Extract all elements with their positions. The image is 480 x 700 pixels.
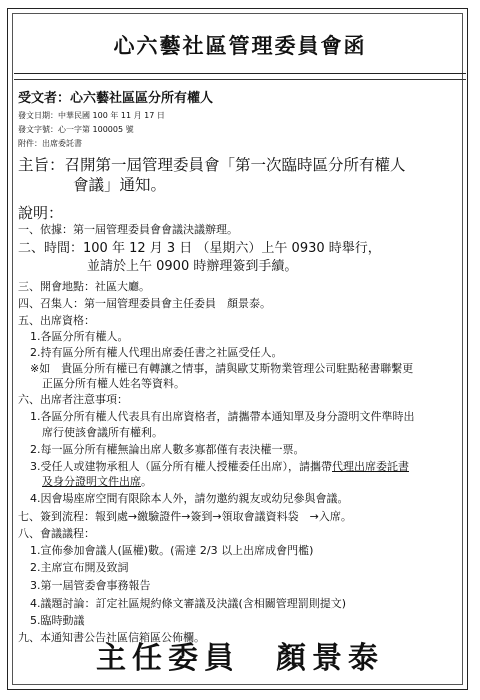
eligibility-note-cont: 正區分所有權人姓名等資料。 bbox=[42, 377, 185, 390]
item-venue: 三、開會地點：社區大廳。 bbox=[18, 280, 150, 293]
eligibility-note: ※如 貴區分所有權已有轉讓之情事，請與歐艾斯物業管理公司駐點秘書聯繫更 bbox=[30, 362, 414, 375]
item-agenda: 八、會議議程： bbox=[18, 527, 95, 540]
subject-line-2: 會議」通知。 bbox=[73, 176, 167, 194]
agenda-3: 3.第一屆管委會事務報告 bbox=[30, 579, 151, 592]
agenda-1: 1.宣佈參加會議人(區權)數。(需達 2/3 以上出席成會門檻) bbox=[30, 544, 314, 557]
proxy-form-underlined: 代理出席委託書 bbox=[332, 460, 409, 473]
header-divider-thin bbox=[14, 79, 466, 80]
agenda-4: 4.議題討論：訂定社區規約條文審議及決議(含相關管理罰則提文) bbox=[30, 597, 347, 610]
eligibility-2: 2.持有區分所有權人代理出席委任書之社區受任人。 bbox=[30, 346, 283, 359]
issue-date: 發文日期：中華民國 100 年 11 月 17 日 bbox=[18, 111, 165, 120]
document-number: 發文字號：心一字第 100005 號 bbox=[18, 125, 134, 134]
item-convener: 四、召集人：第一屆管理委員會主任委員 顏景泰。 bbox=[18, 297, 271, 310]
note-3-end: 。 bbox=[141, 475, 152, 488]
note-1-cont: 席行使該會議所有權利。 bbox=[42, 426, 163, 439]
item-time: 二、時間：100 年 12 月 3 日 （星期六）上午 0930 時舉行， bbox=[18, 241, 381, 256]
recipient-line: 受文者：心六藝社區區分所有權人 bbox=[18, 91, 214, 106]
id-document-underlined: 及身分證明文件出席 bbox=[42, 475, 141, 488]
subject-line-1: 主旨：召開第一屆管理委員會「第一次臨時區分所有權人 bbox=[18, 156, 406, 174]
note-3 bbox=[30, 460, 409, 474]
item-posting: 九、本通知書公告社區信箱區公佈欄。 bbox=[18, 631, 205, 644]
letterhead-title: 心六藝社區管理委員會函 bbox=[113, 33, 367, 58]
agenda-5: 5.臨時動議 bbox=[30, 614, 85, 627]
header-divider bbox=[14, 73, 466, 74]
item-attendee-notes: 六、出席者注意事項： bbox=[18, 393, 128, 406]
note-4: 4.因會場座席空間有限除本人外，請勿邀約親友或幼兒參與會議。 bbox=[30, 492, 349, 505]
note-2: 2.每一區分所有權無論出席人數多寡都僅有表決權一票。 bbox=[30, 443, 305, 456]
note-3-cont bbox=[42, 475, 152, 489]
item-eligibility: 五、出席資格： bbox=[18, 314, 95, 327]
eligibility-1: 1.各區分所有權人。 bbox=[30, 330, 129, 343]
explanation-heading: 說明： bbox=[18, 204, 64, 222]
item-time-signin: 並請於上午 0900 時辦理簽到手續。 bbox=[87, 259, 298, 274]
signature-line: 主任委員 顏景泰 bbox=[96, 641, 384, 676]
item-signin-flow: 七、簽到流程：報到處→繳驗證件→簽到→領取會議資料袋 →入席。 bbox=[18, 510, 352, 523]
note-3-text: 3.受任人或建物承租人（區分所有權人授權委任出席），請攜帶 bbox=[30, 460, 332, 473]
attachment-line: 附件：出席委託書 bbox=[18, 139, 82, 148]
note-1: 1.各區分所有權人代表具有出席資格者，請攜帶本通知單及身分證明文件準時出 bbox=[30, 410, 415, 423]
item-basis: 一、依據：第一屆管理委員會會議決議辦理。 bbox=[18, 223, 238, 236]
agenda-2: 2.主席宣布開及致詞 bbox=[30, 561, 129, 574]
